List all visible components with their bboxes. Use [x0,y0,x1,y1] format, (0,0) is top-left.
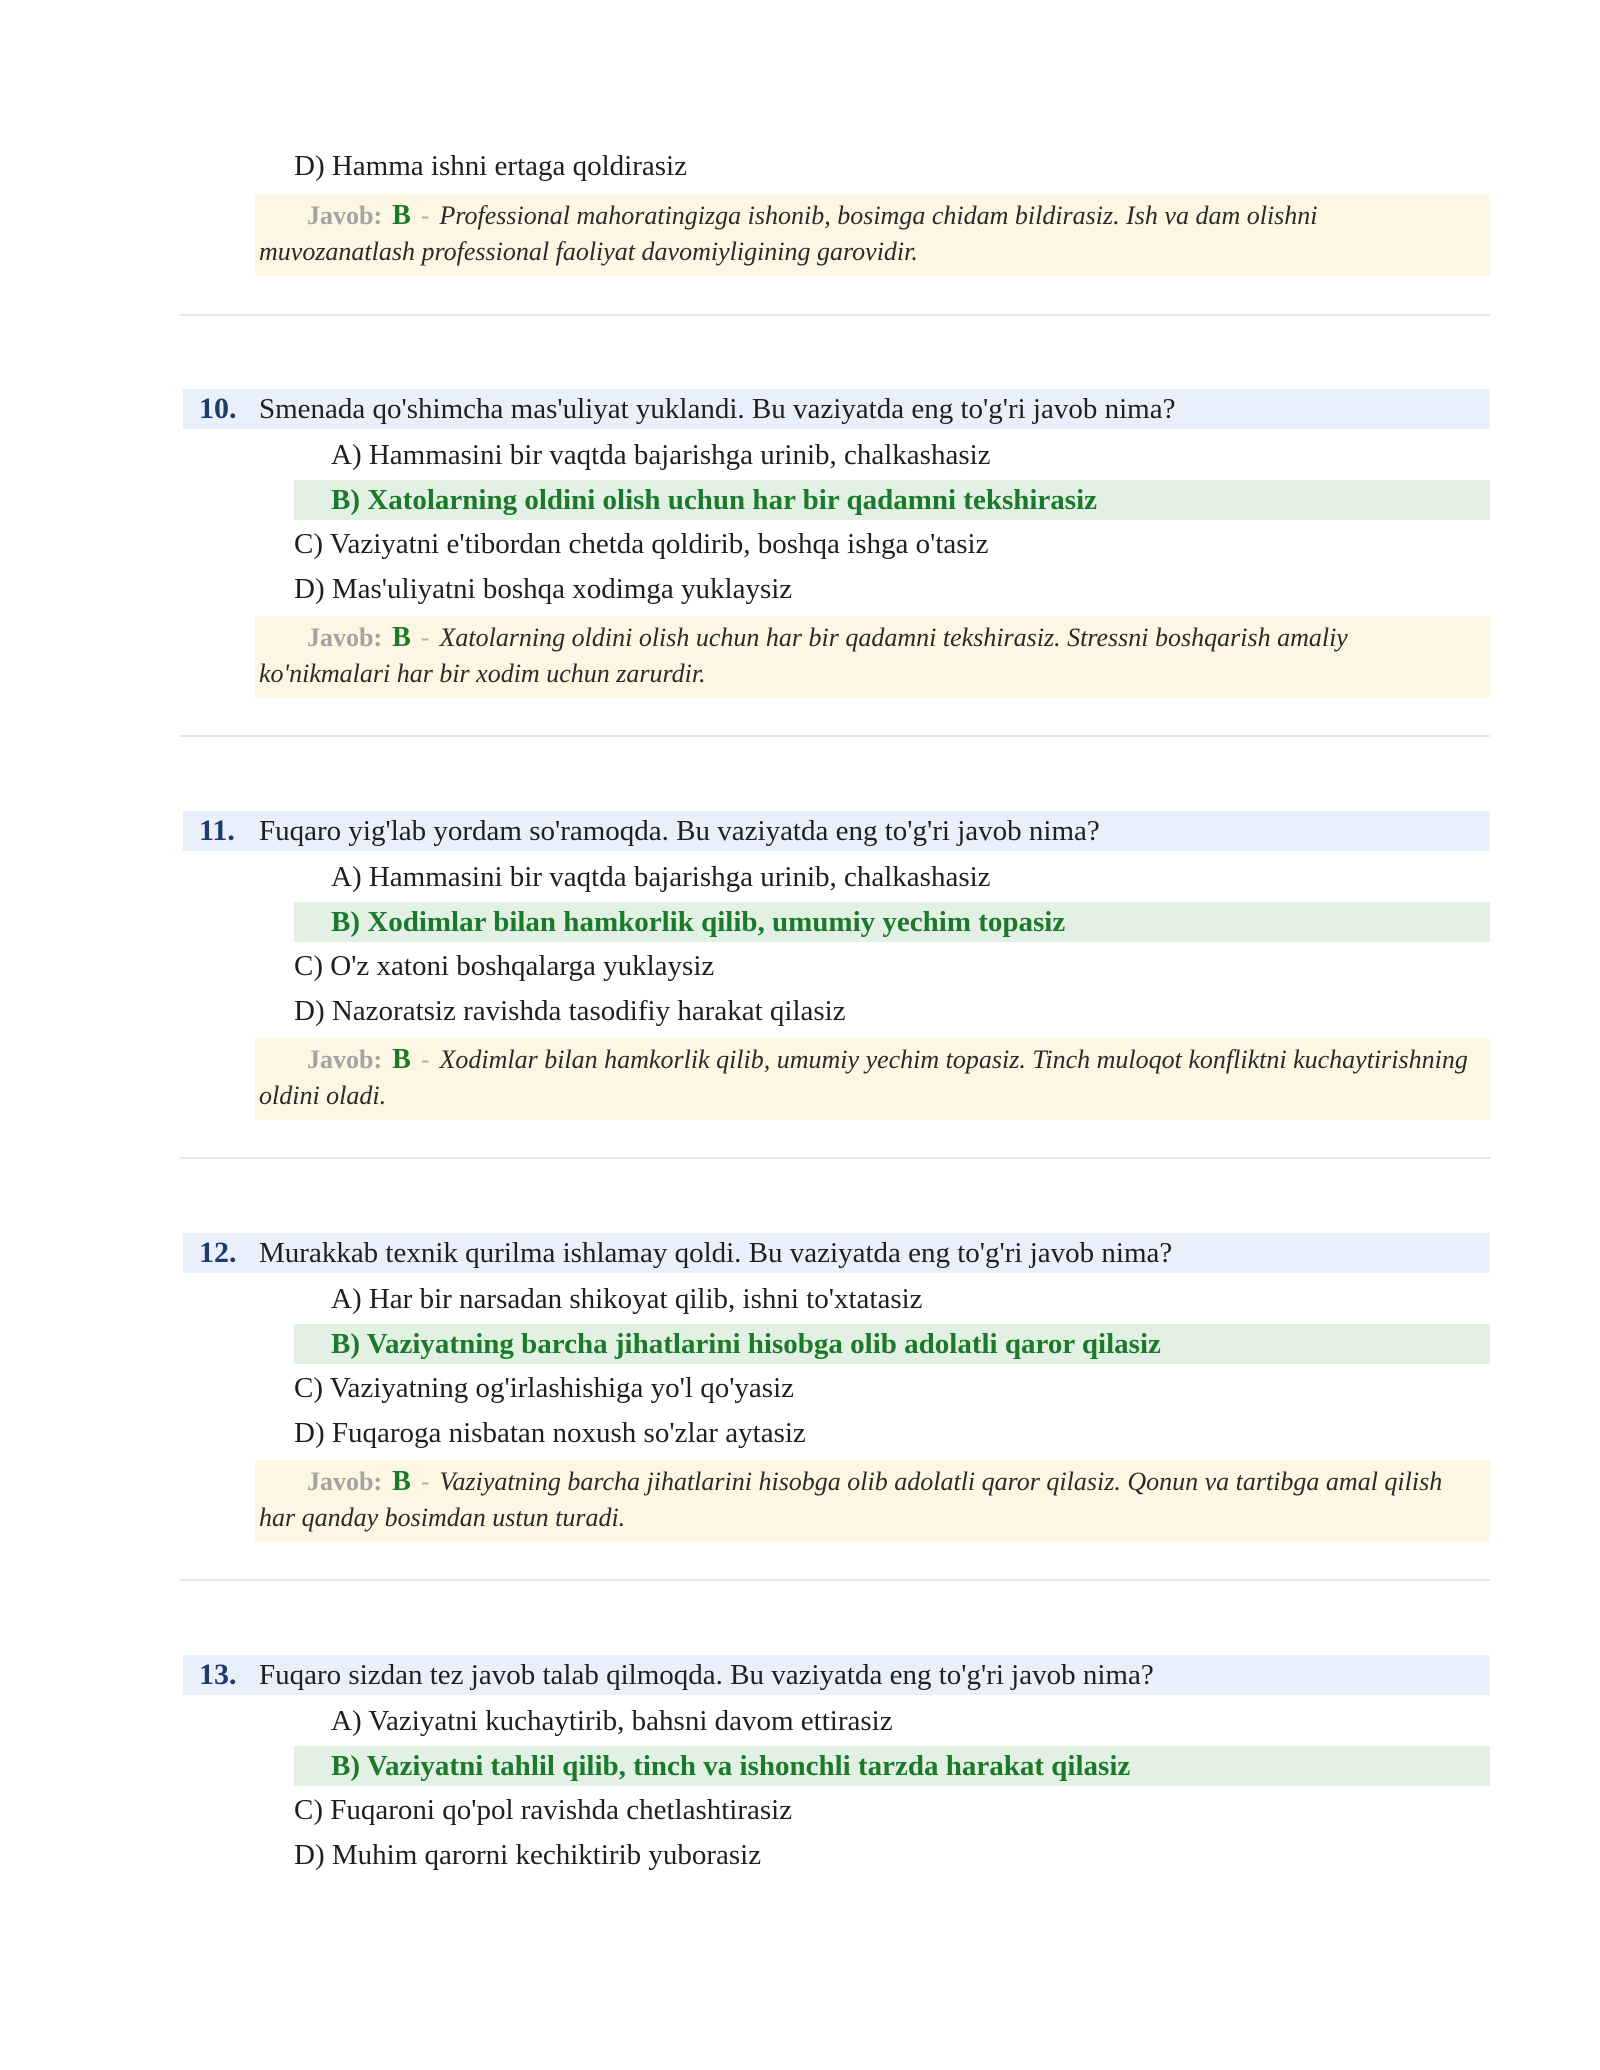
question-10 [183,389,1490,429]
option-d: D) Muhim qarorni kechiktirib yuborasiz [294,1839,762,1871]
answer-label: Javob: [307,1045,383,1074]
option-b-correct: B) Xodimlar bilan hamkorlik qilib, umumiy yechim topasiz [294,902,1490,942]
option-b-correct: B) Vaziyatning barcha jihatlarini hisobga olib adolatli qaror qilasiz [294,1324,1490,1364]
answer-dash: - [420,623,430,652]
answer-label: Javob: [307,201,383,230]
answer-dash: - [420,201,430,230]
option-d: D) Fuqaroga nisbatan noxush so'zlar aytasiz [294,1417,806,1449]
option-d: D) Mas'uliyatni boshqa xodimga yuklaysiz [294,573,793,605]
question-number: 11. [199,814,235,847]
option-d: D) Nazoratsiz ravishda tasodifiy harakat qilasiz [294,995,846,1027]
question-text: Smenada qo'shimcha mas'uliyat yuklandi. Bu vaziyatda eng to'g'ri javob nima? [259,393,1176,425]
answer-letter: B [392,200,411,231]
divider [180,735,1490,737]
answer-box [255,1038,1490,1120]
divider [180,314,1490,316]
answer-dash: - [420,1467,430,1496]
answer-box [255,194,1490,276]
answer-label: Javob: [307,1467,383,1496]
divider [180,1157,1490,1159]
answer-explanation: Vaziyatning barcha jihatlarini hisobga olib adolatli qaror qilasiz. Qonun va tartibga amal qilish har qanday bosimdan ustun turadi. [259,1467,1443,1532]
question-number: 12. [199,1236,237,1269]
option-a: A) Har bir narsadan shikoyat qilib, ishni to'xtatasiz [331,1283,923,1315]
question-12 [183,1233,1490,1273]
option-c: C) Fuqaroni qo'pol ravishda chetlashtirasiz [294,1794,793,1826]
option-a: A) Vaziyatni kuchaytirib, bahsni davom ettirasiz [331,1705,893,1737]
answer-label: Javob: [307,623,383,652]
answer-box [255,1460,1490,1542]
answer-letter: B [392,1466,411,1497]
option-a: A) Hammasini bir vaqtda bajarishga urinib, chalkashasiz [331,861,991,893]
answer-dash: - [420,1045,430,1074]
question-text: Fuqaro yig'lab yordam so'ramoqda. Bu vaziyatda eng to'g'ri javob nima? [259,815,1100,847]
option-a: A) Hammasini bir vaqtda bajarishga urinib, chalkashasiz [331,439,991,471]
option-d: D) Hamma ishni ertaga qoldirasiz [294,150,687,182]
question-text: Murakkab texnik qurilma ishlamay qoldi. Bu vaziyatda eng to'g'ri javob nima? [259,1237,1173,1269]
answer-explanation: Xatolarning oldini olish uchun har bir qadamni tekshirasiz. Stressni boshqarish amaliy ko'nikmalari har bir xodim uchun zarurdir. [259,623,1348,688]
option-c: C) Vaziyatning og'irlashishiga yo'l qo'yasiz [294,1372,795,1404]
question-text: Fuqaro sizdan tez javob talab qilmoqda. Bu vaziyatda eng to'g'ri javob nima? [259,1659,1154,1691]
option-b-correct: B) Vaziyatni tahlil qilib, tinch va ishonchli tarzda harakat qilasiz [294,1746,1490,1786]
option-c: C) Vaziyatni e'tibordan chetda qoldirib, boshqa ishga o'tasiz [294,528,989,560]
answer-explanation: Professional mahoratingizga ishonib, bosimga chidam bildirasiz. Ish va dam olishni muvozanatlash professional faoliyat davomiyligining garovidir. [259,201,1318,266]
divider [180,1579,1490,1581]
question-11 [183,811,1490,851]
answer-letter: B [392,1044,411,1075]
option-c: C) O'z xatoni boshqalarga yuklaysiz [294,950,715,982]
answer-box [255,616,1490,698]
question-number: 13. [199,1658,237,1691]
question-13 [183,1655,1490,1695]
option-b-correct: B) Xatolarning oldini olish uchun har bir qadamni tekshirasiz [294,480,1490,520]
answer-explanation: Xodimlar bilan hamkorlik qilib, umumiy yechim topasiz. Tinch muloqot konfliktni kuchaytirishning oldini oladi. [259,1045,1468,1110]
question-number: 10. [199,392,237,425]
answer-letter: B [392,622,411,653]
